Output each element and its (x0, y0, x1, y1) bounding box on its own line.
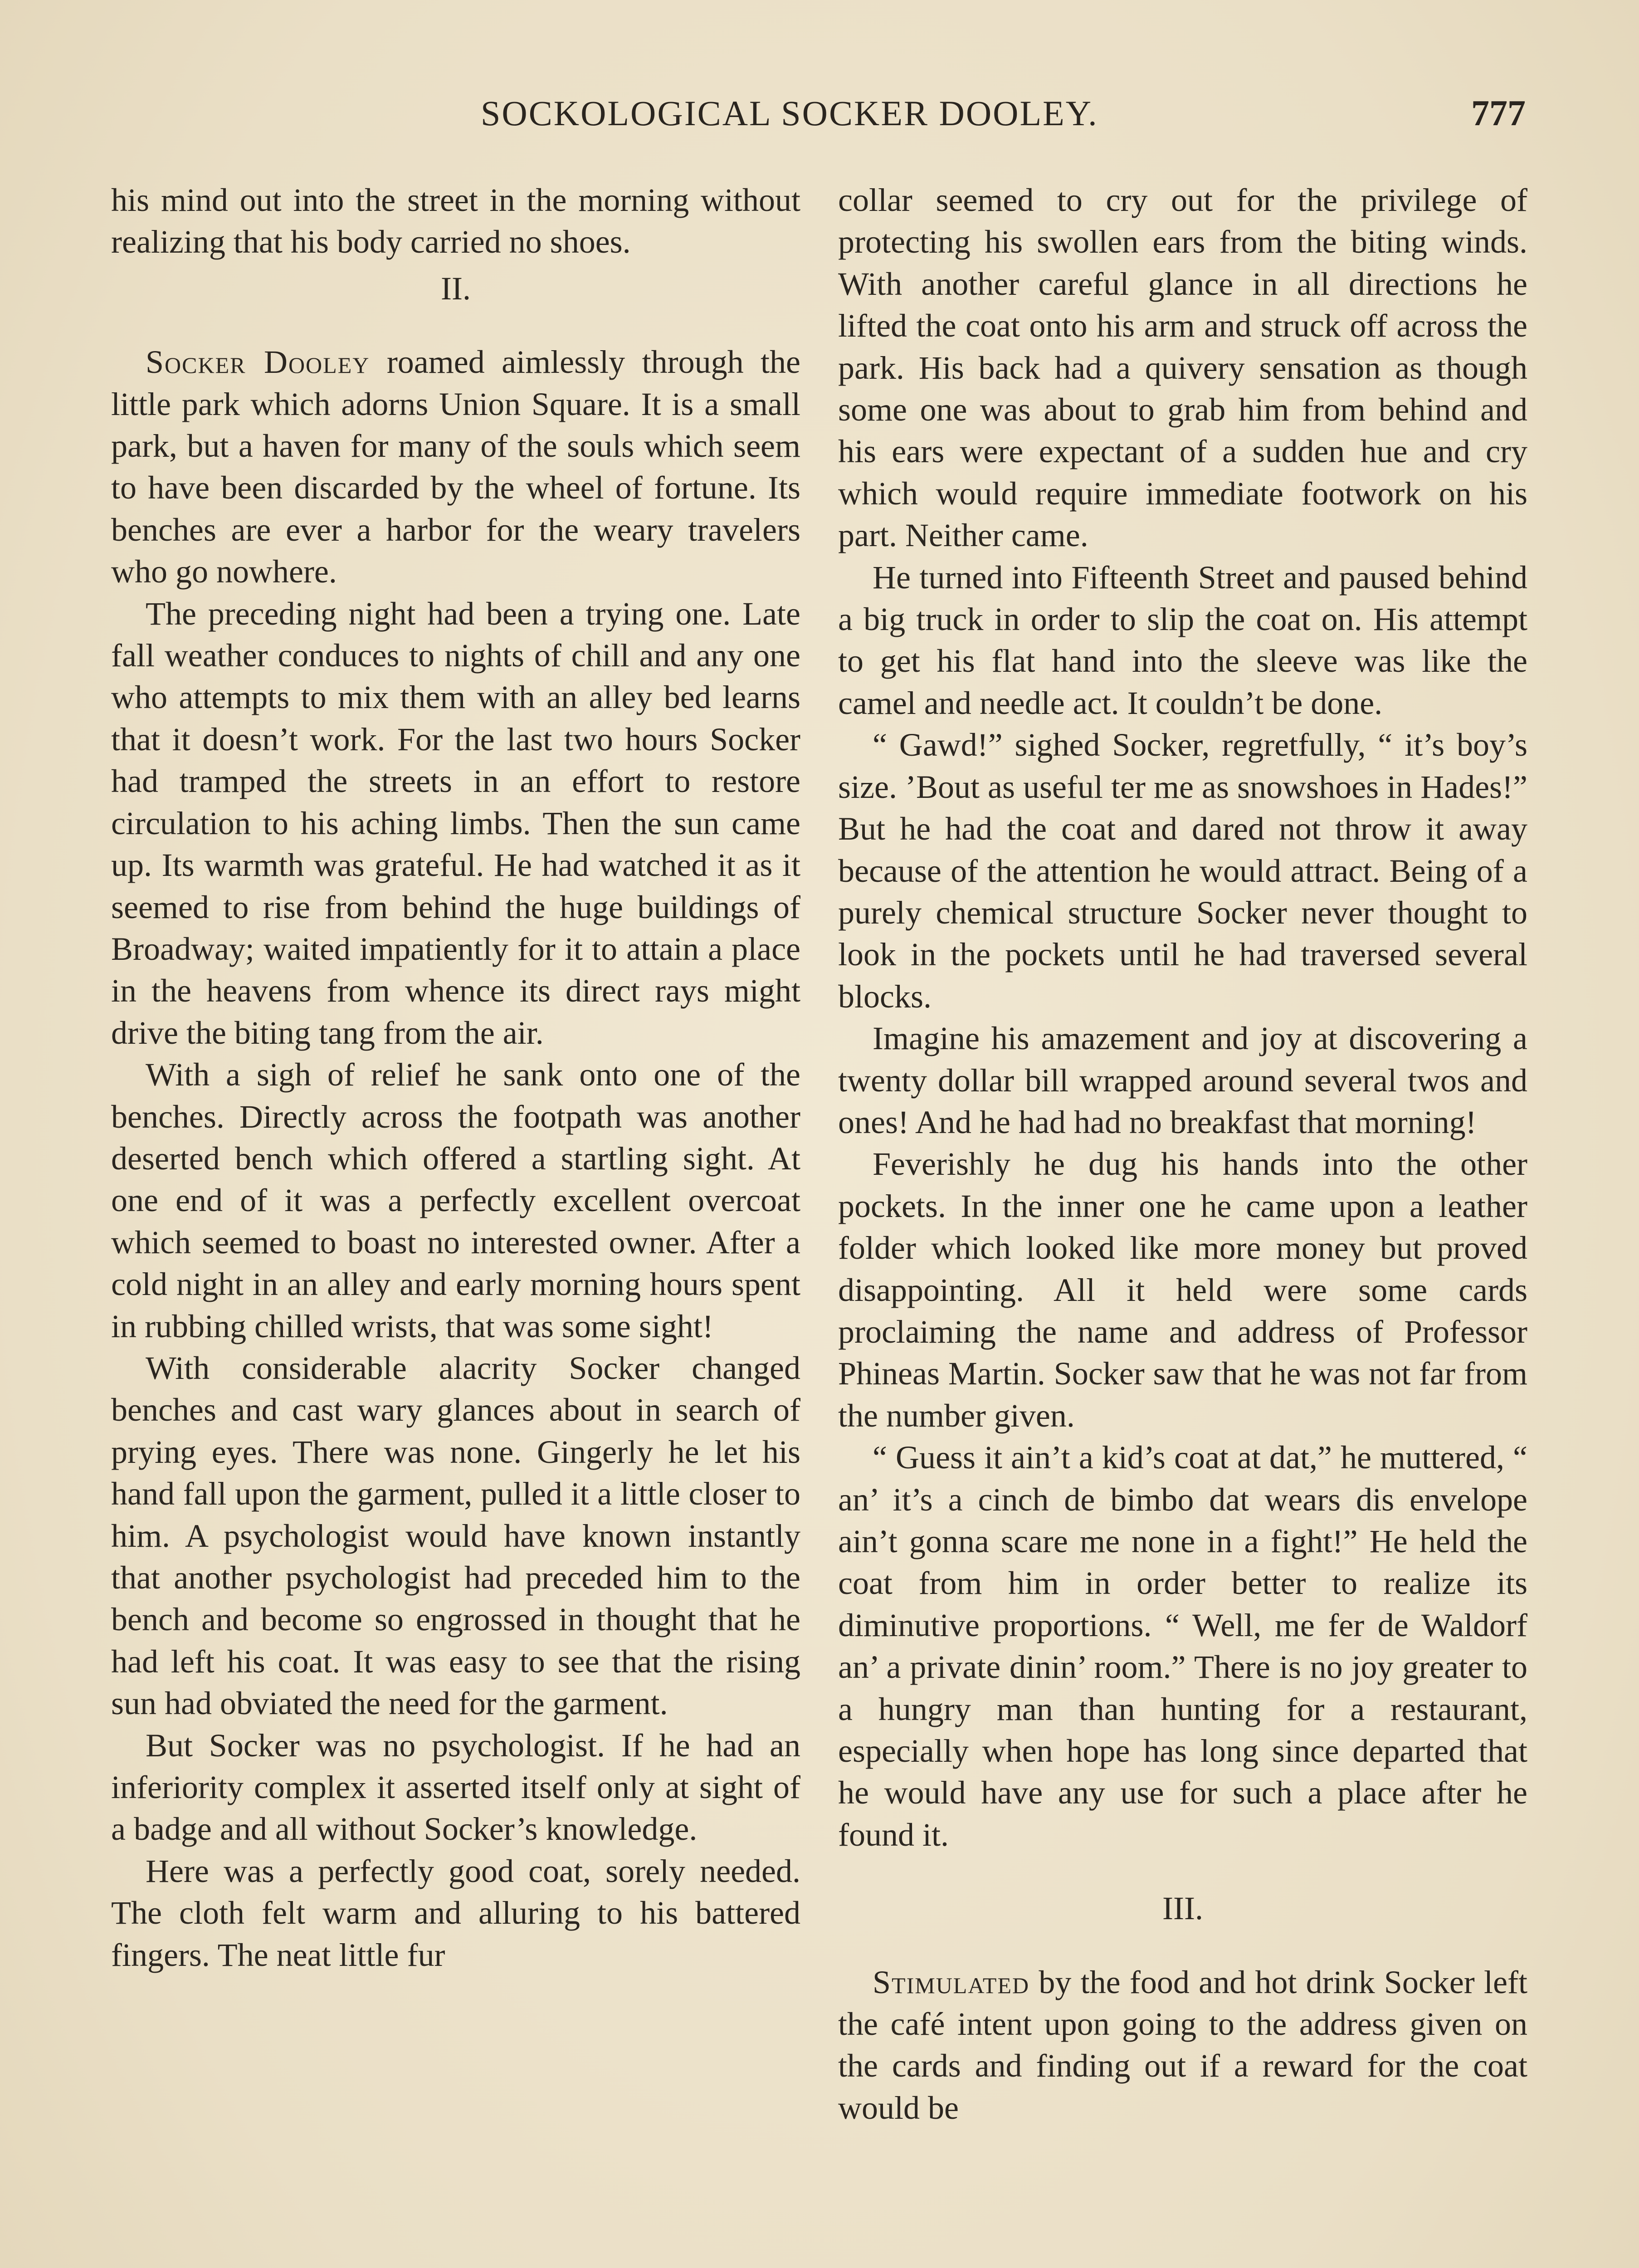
left-column (111, 179, 800, 1976)
paragraph: collar seemed to cry out for the privilege of protecting his swollen ears from the biting winds. With another careful glance in all directions he lifted the coat onto his arm and struck off across the park. His back had a quivery sensation as though some one was about to grab him from behind and his ears were expectant of a sudden hue and cry which would require immediate footwork on his part. Neither came. (838, 182, 1527, 554)
paragraph: his mind out into the street in the morning without realizing that his body carried no shoes. (111, 182, 800, 260)
running-title: SOCKOLOGICAL SOCKER DOOLEY. (481, 93, 1098, 133)
paragraph: Socker Dooley roamed aimlessly through the little park which adorns Union Square. It is a small park, but a haven for many of the souls which seem to have been discarded by the wheel of fortune. Its benches are ever a harbor for the weary travelers who go nowhere. (111, 344, 801, 590)
section-heading-iii: III. (1162, 1890, 1203, 1927)
paragraph: “ Guess it ain’t a kid’s coat at dat,” he muttered, “ an’ it’s a cinch de bimbo dat wears dis envelope ain’t gonna scare me none in a fight!” He held the coat from him in order better to realize its diminutive proportions. “ Well, me fer de Waldorf an’ a private dinin’ room.” There is no joy greater to a hungry man than hunting for a restaurant, especially when hope has long since departed that he would have any use for such a place after he found it. (838, 1439, 1527, 1853)
paragraph: Here was a perfectly good coat, sorely needed. The cloth felt warm and alluring to his battered fingers. The neat little fur (111, 1853, 800, 1973)
small-caps-lead: Socker Dooley (146, 344, 370, 381)
paragraph: With a sigh of relief he sank onto one of the benches. Directly across the footpath was another deserted bench which offered a startling sight. At one end of it was a perfectly excellent overcoat which seemed to boast no interested owner. After a cold night in an alley and early morning hours spent in rubbing chilled wrists, that was some sight! (111, 1056, 800, 1344)
page-number: 777 (1471, 93, 1526, 133)
right-column (838, 179, 1527, 2129)
paragraph: “ Gawd!” sighed Socker, regretfully, “ it’s boy’s size. ’Bout as useful ter me as snowshoes in Hades!” But he had the coat and dared not throw it away because of the attention he would attract. Being of a purely chemical structure Socker never thought to look in the pockets until he had traversed several blocks. (838, 727, 1527, 1015)
paragraph: With considerable alacrity Socker changed benches and cast wary glances about in search of prying eyes. There was none. Gingerly he let his hand fall upon the garment, pulled it a little closer to him. A psychologist would have known instantly that another psychologist had preceded him to the bench and become so engrossed in thought that he had left his coat. It was easy to see that the rising sun had obviated the need for the garment. (111, 1349, 800, 1722)
paragraph: But Socker was no psychologist. If he had an inferiority complex it asserted itself only at sight of a badge and all without Socker’s knowledge. (111, 1727, 800, 1848)
small-caps-lead: Stimulated (873, 1964, 1030, 2000)
section-heading-ii: II. (441, 270, 471, 307)
paragraph: Imagine his amazement and joy at discovering a twenty dollar bill wrapped around several twos and ones! And he had had no breakfast that morning! (838, 1020, 1527, 1140)
paragraph: Feverishly he dug his hands into the other pockets. In the inner one he came upon a leather folder which looked like more money but proved disappointing. All it held were some cards proclaiming the name and address of Professor Phineas Martin. Socker saw that he was not far from the number given. (838, 1146, 1527, 1434)
paragraph: He turned into Fifteenth Street and paused behind a big truck in order to slip the coat on. His attempt to get his flat hand into the sleeve was like the camel and needle act. It couldn’t be done. (838, 559, 1527, 721)
paragraph: The preceding night had been a trying one. Late fall weather conduces to nights of chill and any one who attempts to mix them with an alley bed learns that it doesn’t work. For the last two hours Socker had tramped the streets in an effort to restore circulation to his aching limbs. Then the sun came up. Its warmth was grateful. He had watched it as it seemed to rise from behind the huge buildings of Broadway; waited impatiently for it to attain a place in the heavens from whence its direct rays might drive the biting tang from the air. (111, 595, 800, 1051)
paragraph: Stimulated by the food and hot drink Socker left the café intent upon going to the address given on the cards and finding out if a reward for the coat would be (838, 1964, 1527, 2126)
